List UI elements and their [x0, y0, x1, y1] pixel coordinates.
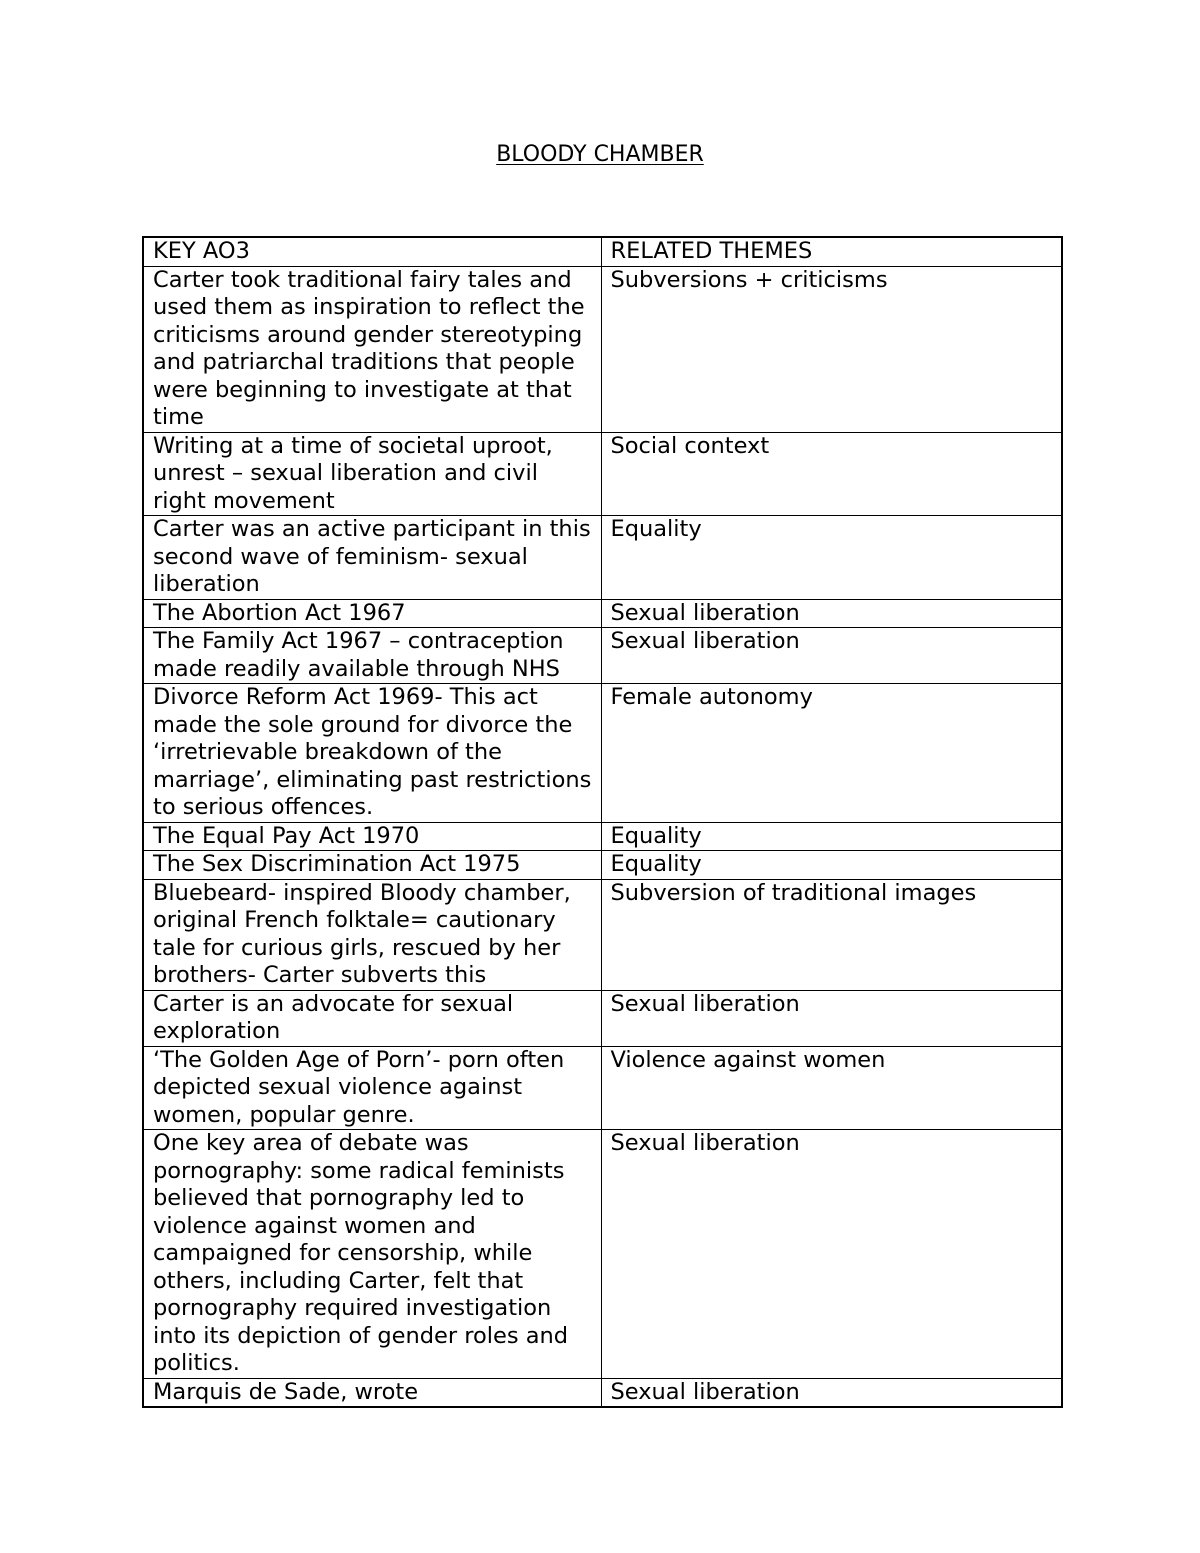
ao3-cell: Carter is an advocate for sexual exploration: [143, 990, 601, 1046]
theme-cell: Equality: [601, 851, 1062, 880]
theme-cell: Social context: [601, 432, 1062, 516]
ao3-cell: One key area of debate was pornography: some radical feminists believed that pornography led to violence against women and campaigned for censorship, while others, including Carter, felt that pornography required investigation into its depiction of gender roles and politics.: [143, 1130, 601, 1379]
column-header-related-themes: RELATED THEMES: [601, 237, 1062, 266]
table-row: [143, 1378, 1062, 1407]
table-row: [143, 628, 1062, 684]
ao3-cell: Divorce Reform Act 1969- This act made the sole ground for divorce the ‘irretrievable breakdown of the marriage’, eliminating past restrictions to serious offences.: [143, 684, 601, 823]
ao3-cell: The Sex Discrimination Act 1975: [143, 851, 601, 880]
table-row: [143, 851, 1062, 880]
ao3-cell: The Family Act 1967 – contraception made readily available through NHS: [143, 628, 601, 684]
theme-cell: Sexual liberation: [601, 1378, 1062, 1407]
table-row: [143, 432, 1062, 516]
theme-cell: Equality: [601, 822, 1062, 851]
theme-cell: Subversions + criticisms: [601, 266, 1062, 432]
column-header-key-ao3: KEY AO3: [143, 237, 601, 266]
theme-cell: Sexual liberation: [601, 1130, 1062, 1379]
ao3-cell: ‘The Golden Age of Porn’- porn often depicted sexual violence against women, popular genre.: [143, 1046, 601, 1130]
table-row: [143, 879, 1062, 990]
ao3-cell: The Equal Pay Act 1970: [143, 822, 601, 851]
ao3-cell: Bluebeard- inspired Bloody chamber, original French folktale= cautionary tale for curious girls, rescued by her brothers- Carter subverts this: [143, 879, 601, 990]
ao3-cell: Carter was an active participant in this second wave of feminism- sexual liberation: [143, 516, 601, 600]
table-row: [143, 684, 1062, 823]
table-row: [143, 599, 1062, 628]
theme-cell: Sexual liberation: [601, 628, 1062, 684]
table-row: [143, 1046, 1062, 1130]
page-title: BLOODY CHAMBER: [496, 142, 704, 167]
ao3-cell: Writing at a time of societal uproot, unrest – sexual liberation and civil right movement: [143, 432, 601, 516]
theme-cell: Equality: [601, 516, 1062, 600]
table-header-row: [143, 237, 1062, 266]
table-row: [143, 1130, 1062, 1379]
theme-cell: Subversion of traditional images: [601, 879, 1062, 990]
table-row: [143, 990, 1062, 1046]
table-row: [143, 516, 1062, 600]
theme-cell: Sexual liberation: [601, 599, 1062, 628]
theme-cell: Sexual liberation: [601, 990, 1062, 1046]
table-row: [143, 266, 1062, 432]
theme-cell: Female autonomy: [601, 684, 1062, 823]
ao3-cell: The Abortion Act 1967: [143, 599, 601, 628]
ao3-cell: Marquis de Sade, wrote: [143, 1378, 601, 1407]
ao3-themes-table: [142, 236, 1063, 1408]
theme-cell: Violence against women: [601, 1046, 1062, 1130]
ao3-cell: Carter took traditional fairy tales and used them as inspiration to reflect the criticisms around gender stereotyping and patriarchal traditions that people were beginning to investigate at that time: [143, 266, 601, 432]
table-row: [143, 822, 1062, 851]
